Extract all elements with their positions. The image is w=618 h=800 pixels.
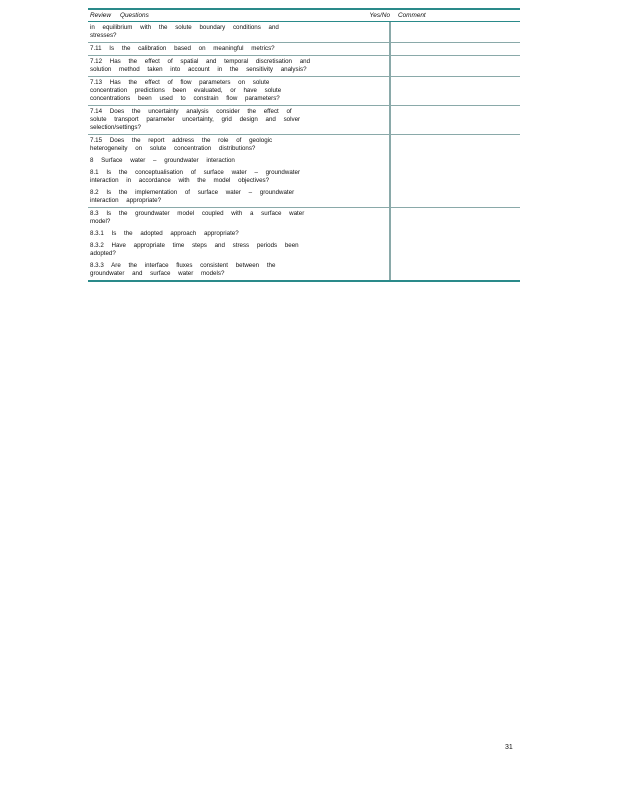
question-cell: [88, 135, 390, 207]
question-line: concentrations been used to constrain flow parameters?: [90, 95, 280, 102]
question-line: stresses?: [90, 32, 117, 39]
question-item: [90, 157, 387, 165]
comment-cell[interactable]: [391, 106, 520, 134]
question-line: 7.12 Has the effect of spatial and temporal discretisation and: [90, 58, 311, 65]
question-line: 7.15 Does the report address the role of geologic: [90, 137, 273, 144]
question-line: 7.11 Is the calibration based on meaningful metrics?: [90, 45, 275, 52]
comment-cell[interactable]: [391, 208, 520, 280]
table-row: [88, 77, 520, 106]
header-review: Review: [90, 11, 111, 19]
comment-cell[interactable]: [391, 56, 520, 76]
question-line: 8.3.1 Is the adopted approach appropriate?: [90, 230, 239, 237]
comment-cell[interactable]: [391, 135, 520, 207]
question-line: selection/settings?: [90, 124, 141, 131]
question-item: [90, 137, 387, 153]
header-comment: Comment: [398, 11, 426, 19]
question-line: concentration predictions been evaluated, or have solute: [90, 87, 282, 94]
question-cell: [88, 56, 390, 76]
table-row: [88, 208, 520, 280]
table-body: [88, 22, 520, 280]
question-line: adopted?: [90, 250, 116, 257]
question-line: 7.13 Has the effect of flow parameters on solute: [90, 79, 270, 86]
question-item: [90, 58, 387, 74]
question-item: [90, 262, 387, 278]
question-line: solute transport parameter uncertainty, grid design and solver: [90, 116, 301, 123]
question-line: 7.14 Does the uncertainty analysis consider the effect of: [90, 108, 292, 115]
question-line: interaction appropriate?: [90, 197, 162, 204]
question-item: [90, 169, 387, 185]
question-line: model?: [90, 218, 111, 225]
question-cell: [88, 208, 390, 280]
question-item: [90, 108, 387, 132]
question-item: [90, 79, 387, 103]
review-questions-table: [88, 8, 520, 282]
question-line: 8.1 Is the conceptualisation of surface water – groundwater: [90, 169, 301, 176]
table-row: [88, 43, 520, 56]
table-row: [88, 22, 520, 43]
comment-cell[interactable]: [391, 43, 520, 55]
question-line: 8.2 Is the implementation of surface water – groundwater: [90, 189, 295, 196]
question-line: solution method taken into account in the sensitivity analysis?: [90, 66, 307, 73]
comment-cell[interactable]: [391, 77, 520, 105]
question-item: [90, 24, 387, 40]
question-item: [90, 210, 387, 226]
question-line: 8.3.2 Have appropriate time steps and stress periods been: [90, 242, 299, 249]
table-row: [88, 56, 520, 77]
table-header: [88, 10, 520, 22]
table-row: [88, 106, 520, 135]
question-line: 8.3.3 Are the interface fluxes consistent between the: [90, 262, 276, 269]
question-line: 8.3 Is the groundwater model coupled with a surface water: [90, 210, 305, 217]
question-item: [90, 230, 387, 238]
question-cell: [88, 106, 390, 134]
question-cell: [88, 77, 390, 105]
table-row: [88, 135, 520, 208]
question-item: [90, 45, 387, 53]
question-cell: [88, 22, 390, 42]
question-line: in equilibrium with the solute boundary conditions and: [90, 24, 279, 31]
page-number: 31: [505, 744, 513, 751]
header-questions: Questions: [120, 11, 149, 19]
question-cell: [88, 43, 390, 55]
question-line: 8 Surface water – groundwater interaction: [90, 157, 235, 164]
comment-cell[interactable]: [391, 22, 520, 42]
question-item: [90, 242, 387, 258]
header-yesno: Yes/No: [369, 11, 390, 19]
question-item: [90, 189, 387, 205]
question-line: interaction in accordance with the model objectives?: [90, 177, 270, 184]
question-line: groundwater and surface water models?: [90, 270, 225, 277]
question-line: heterogeneity on solute concentration distributions?: [90, 145, 256, 152]
